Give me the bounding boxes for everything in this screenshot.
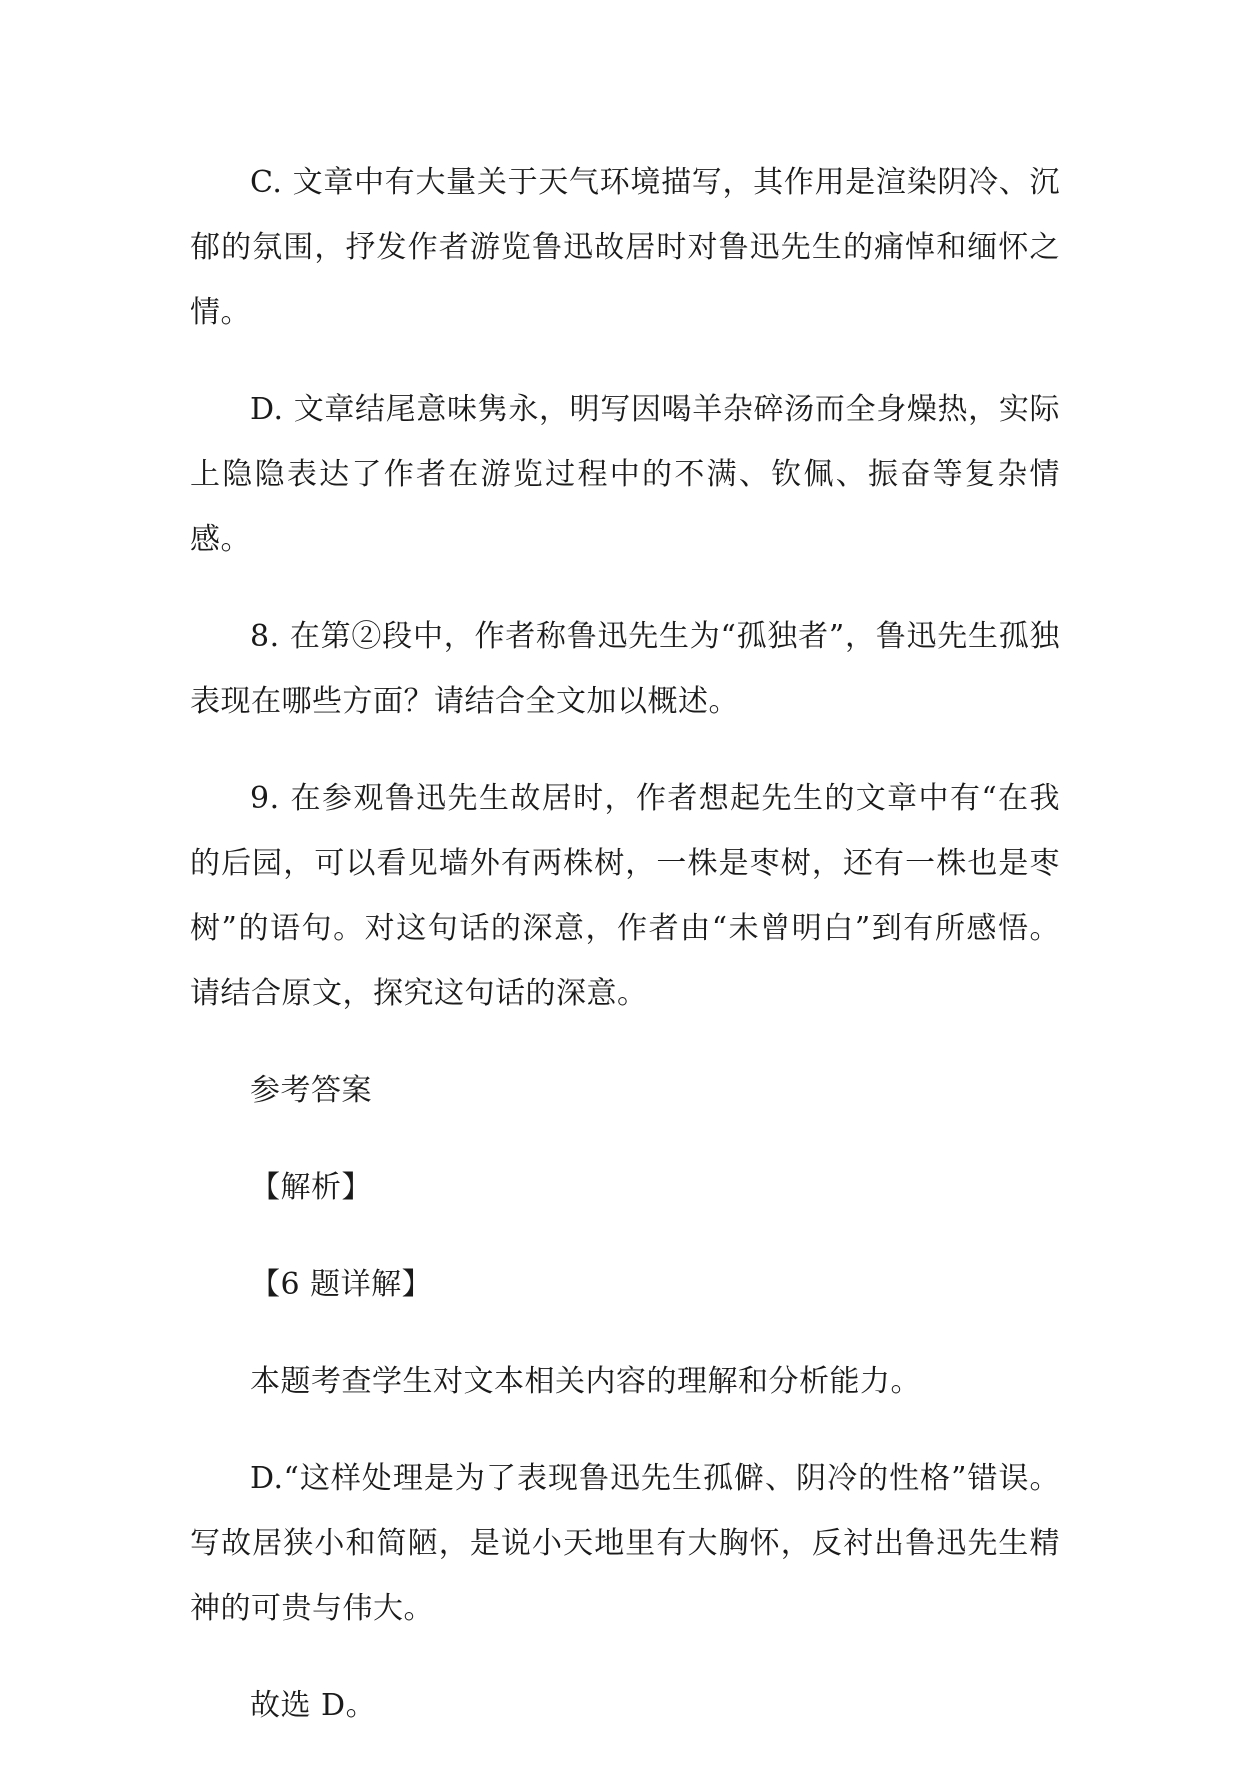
q6-explanation: D.“这样处理是为了表现鲁迅先生孤僻、阴冷的性格”错误。写故居狭小和简陋，是说小天地里有大胸怀，反衬出鲁迅先生精神的可贵与伟大。 bbox=[190, 1461, 1060, 1626]
analysis-heading: 【解析】 bbox=[250, 1170, 372, 1205]
question-8: 8. 在第②段中，作者称鲁迅先生为“孤独者”，鲁迅先生孤独表现在哪些方面？请结合全文加以概述。 bbox=[190, 619, 1060, 719]
answer-heading: 参考答案 bbox=[250, 1073, 372, 1108]
document-page bbox=[190, 150, 1060, 1770]
question-9: 9. 在参观鲁迅先生故居时，作者想起先生的文章中有“在我的后园，可以看见墙外有两株树，一株是枣树，还有一株也是枣树”的语句。对这句话的深意，作者由“未曾明白”到有所感悟。请结合原文，探究这句话的深意。 bbox=[190, 781, 1060, 1011]
q6-answer: 故选 D。 bbox=[250, 1688, 377, 1723]
option-c-paragraph: C. 文章中有大量关于天气环境描写，其作用是渲染阴冷、沉郁的氛围，抒发作者游览鲁迅故居时对鲁迅先生的痛悼和缅怀之情。 bbox=[190, 165, 1060, 330]
q6-intro: 本题考查学生对文本相关内容的理解和分析能力。 bbox=[250, 1364, 921, 1399]
q6-detail-heading: 【6 题详解】 bbox=[250, 1267, 433, 1302]
option-d-paragraph: D. 文章结尾意味隽永，明写因喝羊杂碎汤而全身燥热，实际上隐隐表达了作者在游览过程中的不满、钦佩、振奋等复杂情感。 bbox=[190, 392, 1060, 557]
